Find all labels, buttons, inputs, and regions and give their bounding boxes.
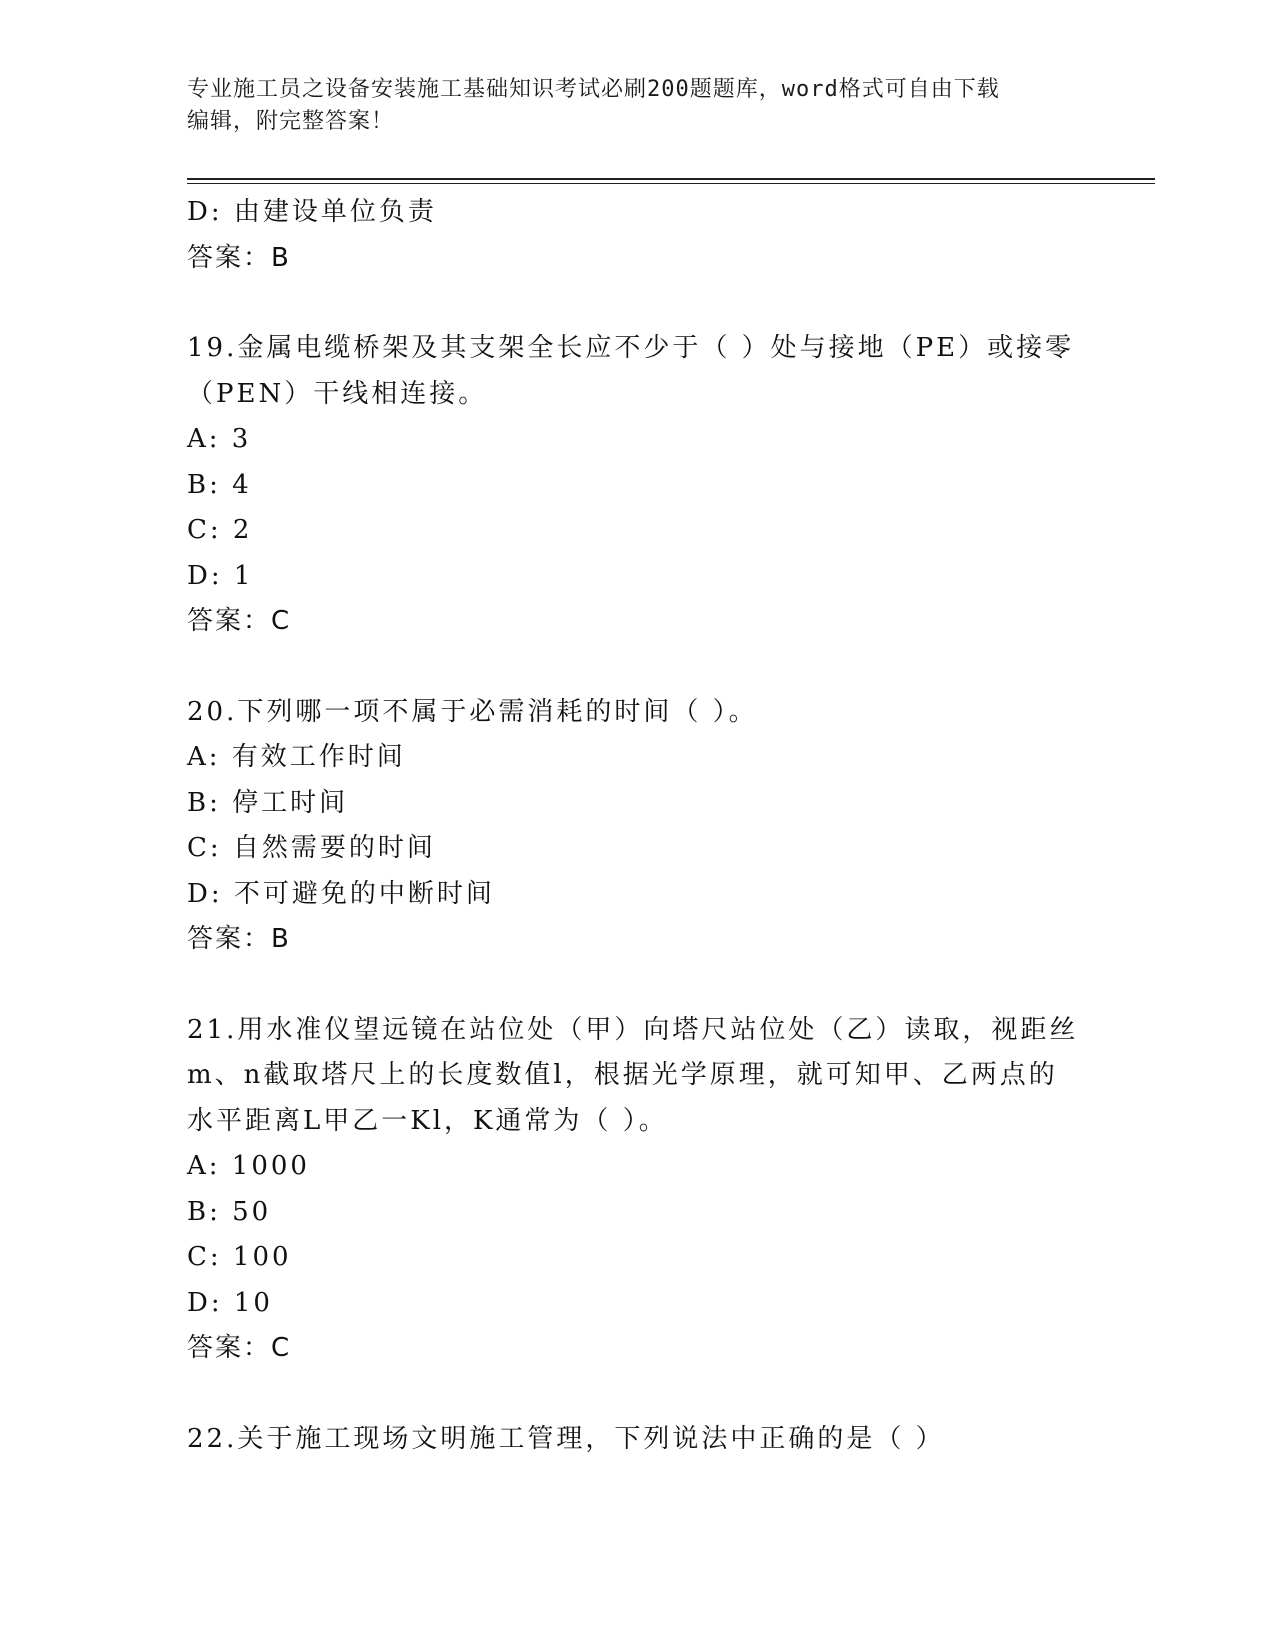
stem-line: 21.用水准仪望远镜在站位处（甲）向塔尺站位处（乙）读取，视距丝 — [187, 1014, 1079, 1045]
header-line-1: 专业施工员之设备安装施工基础知识考试必刷200题题库，word格式可自由下载 — [187, 77, 1000, 102]
option-c: C: 自然需要的时间 — [187, 833, 436, 863]
header-divider — [187, 178, 1155, 184]
option-d: D: 由建设单位负责 — [187, 197, 437, 227]
question-21 — [187, 1008, 1087, 1372]
option-a: A: 有效工作时间 — [187, 742, 406, 772]
stem-line: 19.金属电缆桥架及其支架全长应不少于（ ）处与接地（PE）或接零 — [187, 333, 1075, 363]
document-header — [187, 74, 1087, 138]
stem-line: （PEN）干线相连接。 — [187, 378, 488, 409]
stem-line: 水平距离L甲乙一Kl，K通常为（ ）。 — [187, 1105, 668, 1136]
question-stem — [187, 690, 1087, 736]
option-d: D: 10 — [187, 1287, 273, 1318]
stem-line: 22.关于施工现场文明施工管理，下列说法中正确的是（ ） — [187, 1423, 945, 1454]
question-19 — [187, 326, 1087, 645]
question-stem — [187, 1008, 1087, 1145]
header-line-2: 编辑，附完整答案！ — [187, 109, 395, 134]
question-20 — [187, 690, 1087, 963]
option-c: C: 2 — [187, 515, 253, 545]
question-22 — [187, 1417, 1087, 1463]
stem-line: 20.下列哪一项不属于必需消耗的时间（ ）。 — [187, 696, 758, 727]
option-b: B: 50 — [187, 1196, 272, 1227]
question-stem — [187, 326, 1087, 417]
answer-line: 答案：C — [187, 606, 292, 636]
option-b: B: 停工时间 — [187, 787, 349, 818]
answer-line: 答案：B — [187, 924, 291, 954]
option-b: B: 4 — [187, 469, 252, 500]
question-stem — [187, 1417, 1087, 1463]
option-c: C: 100 — [187, 1242, 292, 1272]
stem-line: m、n截取塔尺上的长度数值l，根据光学原理，就可知甲、乙两点的 — [187, 1060, 1058, 1090]
option-a: A: 3 — [187, 424, 252, 454]
document-body — [187, 190, 1087, 1462]
option-d: D: 不可避免的中断时间 — [187, 878, 495, 909]
answer-line: 答案：B — [187, 242, 291, 273]
option-d: D: 1 — [187, 560, 254, 591]
answer-line: 答案：C — [187, 1333, 292, 1363]
option-a: A: 1000 — [187, 1151, 310, 1181]
